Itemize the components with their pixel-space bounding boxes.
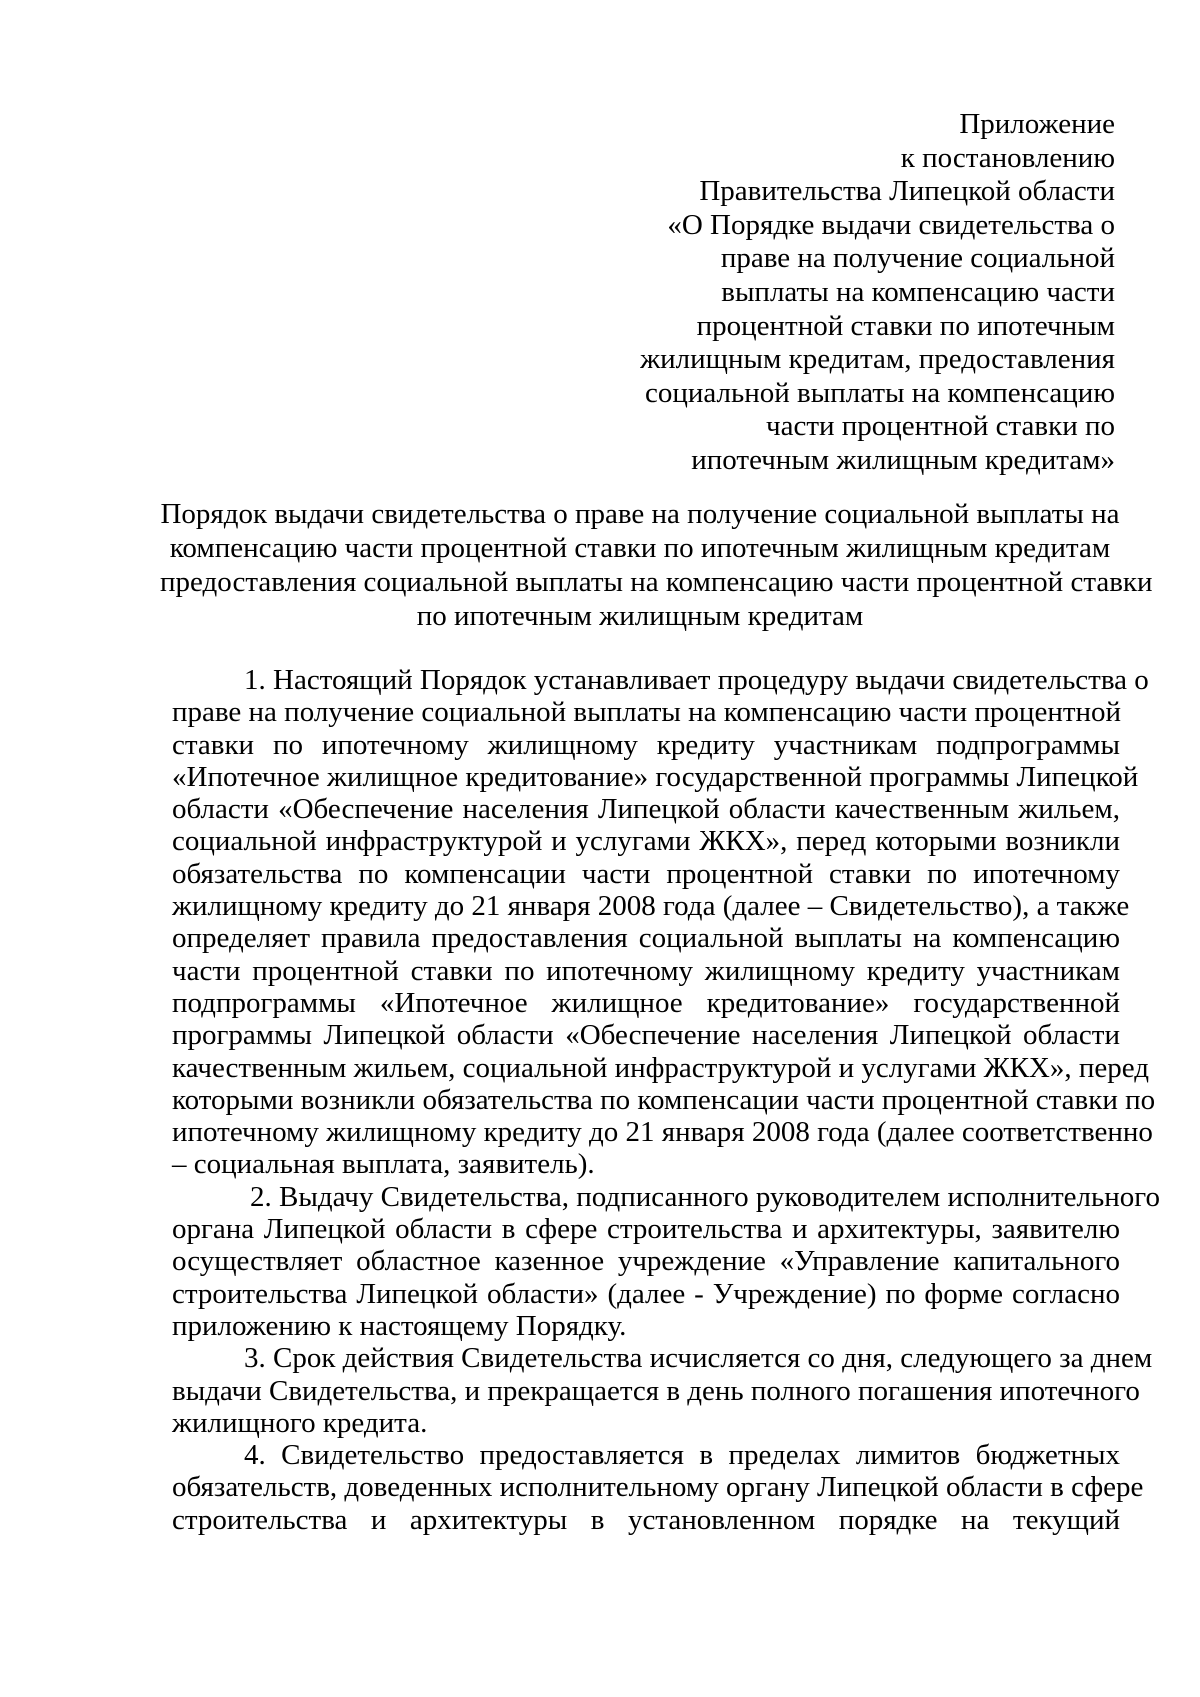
annex-line: «О Порядке выдачи свидетельства о (667, 208, 1115, 241)
body-line: строительства Липецкой области» (далее - Учреждение) по форме согласно (172, 1277, 1120, 1310)
annex-line: к постановлению (900, 141, 1115, 174)
body-line: праве на получение социальной выплаты на компенсацию части процентной (172, 696, 1122, 729)
annex-line: Правительства Липецкой области (699, 175, 1115, 208)
body-line: выдачи Свидетельства, и прекращается в день полного погашения ипотечного (172, 1374, 1140, 1407)
body-line: осуществляет областное казенное учреждение «Управление капитального (172, 1245, 1120, 1278)
annex-header (555, 108, 1115, 478)
body-line: органа Липецкой области в сфере строительства и архитектуры, заявителю (172, 1213, 1120, 1246)
body-line: качественным жильем, социальной инфраструктурой и услугами ЖКХ», перед (172, 1051, 1149, 1084)
body-line: жилищного кредита. (172, 1406, 428, 1439)
annex-line: выплаты на компенсацию части (721, 275, 1115, 308)
body-line: 1. Настоящий Порядок устанавливает процедуру выдачи свидетельства о (244, 664, 1149, 696)
body-line: обязательств, доведенных исполнительному органу Липецкой области в сфере (172, 1471, 1144, 1504)
body-line: которыми возникли обязательства по компенсации части процентной ставки по (172, 1083, 1156, 1116)
document-body (172, 664, 1160, 1536)
annex-line: жилищным кредитам, предоставления (640, 343, 1115, 376)
body-line: «Ипотечное жилищное кредитование» государственной программы Липецкой (172, 760, 1139, 793)
body-line: 2. Выдачу Свидетельства, подписанного руководителем исполнительного (250, 1180, 1160, 1213)
annex-line: части процентной ставки по (765, 410, 1115, 443)
title-line: Порядок выдачи свидетельства о праве на получение социальной выплаты на (160, 498, 1120, 530)
annex-line: праве на получение социальной (720, 242, 1115, 275)
body-line: обязательства по компенсации части процентной ставки по ипотечному (172, 857, 1120, 890)
body-line: приложению к настоящему Порядку. (172, 1309, 627, 1342)
body-line: ставки по ипотечному жилищному кредиту участникам подпрограммы (172, 728, 1120, 761)
body-line: 4. Свидетельство предоставляется в пределах лимитов бюджетных (244, 1439, 1120, 1472)
annex-line: ипотечным жилищным кредитам» (691, 443, 1115, 476)
document-title (160, 497, 1153, 633)
body-line: определяет правила предоставления социальной выплаты на компенсацию (172, 922, 1120, 955)
annex-line: социальной выплаты на компенсацию (645, 376, 1115, 409)
body-line: подпрограммы «Ипотечное жилищное кредитование» государственной (172, 986, 1120, 1019)
annex-line: Приложение (959, 108, 1115, 140)
body-line: области «Обеспечение населения Липецкой области качественным жильем, (172, 793, 1120, 826)
title-line: по ипотечным жилищным кредитам (416, 600, 864, 632)
title-line: предоставления социальной выплаты на компенсацию части процентной ставки (160, 566, 1153, 598)
annex-line: процентной ставки по ипотечным (696, 309, 1115, 342)
title-line: компенсацию части процентной ставки по ипотечным жилищным кредитам (169, 532, 1111, 564)
body-line: жилищному кредиту до 21 января 2008 года (далее – Свидетельство), а также (172, 890, 1130, 923)
body-line: социальной инфраструктурой и услугами ЖКХ», перед которыми возникли (172, 825, 1120, 858)
body-line: программы Липецкой области «Обеспечение населения Липецкой области (172, 1019, 1120, 1052)
body-line: 3. Срок действия Свидетельства исчисляется со дня, следующего за днем (244, 1342, 1153, 1375)
body-line: части процентной ставки по ипотечному жилищному кредиту участникам (172, 954, 1120, 987)
body-line: – социальная выплата, заявитель). (172, 1148, 595, 1181)
body-line: строительства и архитектуры в установленном порядке на текущий (172, 1503, 1120, 1536)
body-line: ипотечному жилищному кредиту до 21 января 2008 года (далее соответственно (172, 1116, 1153, 1149)
